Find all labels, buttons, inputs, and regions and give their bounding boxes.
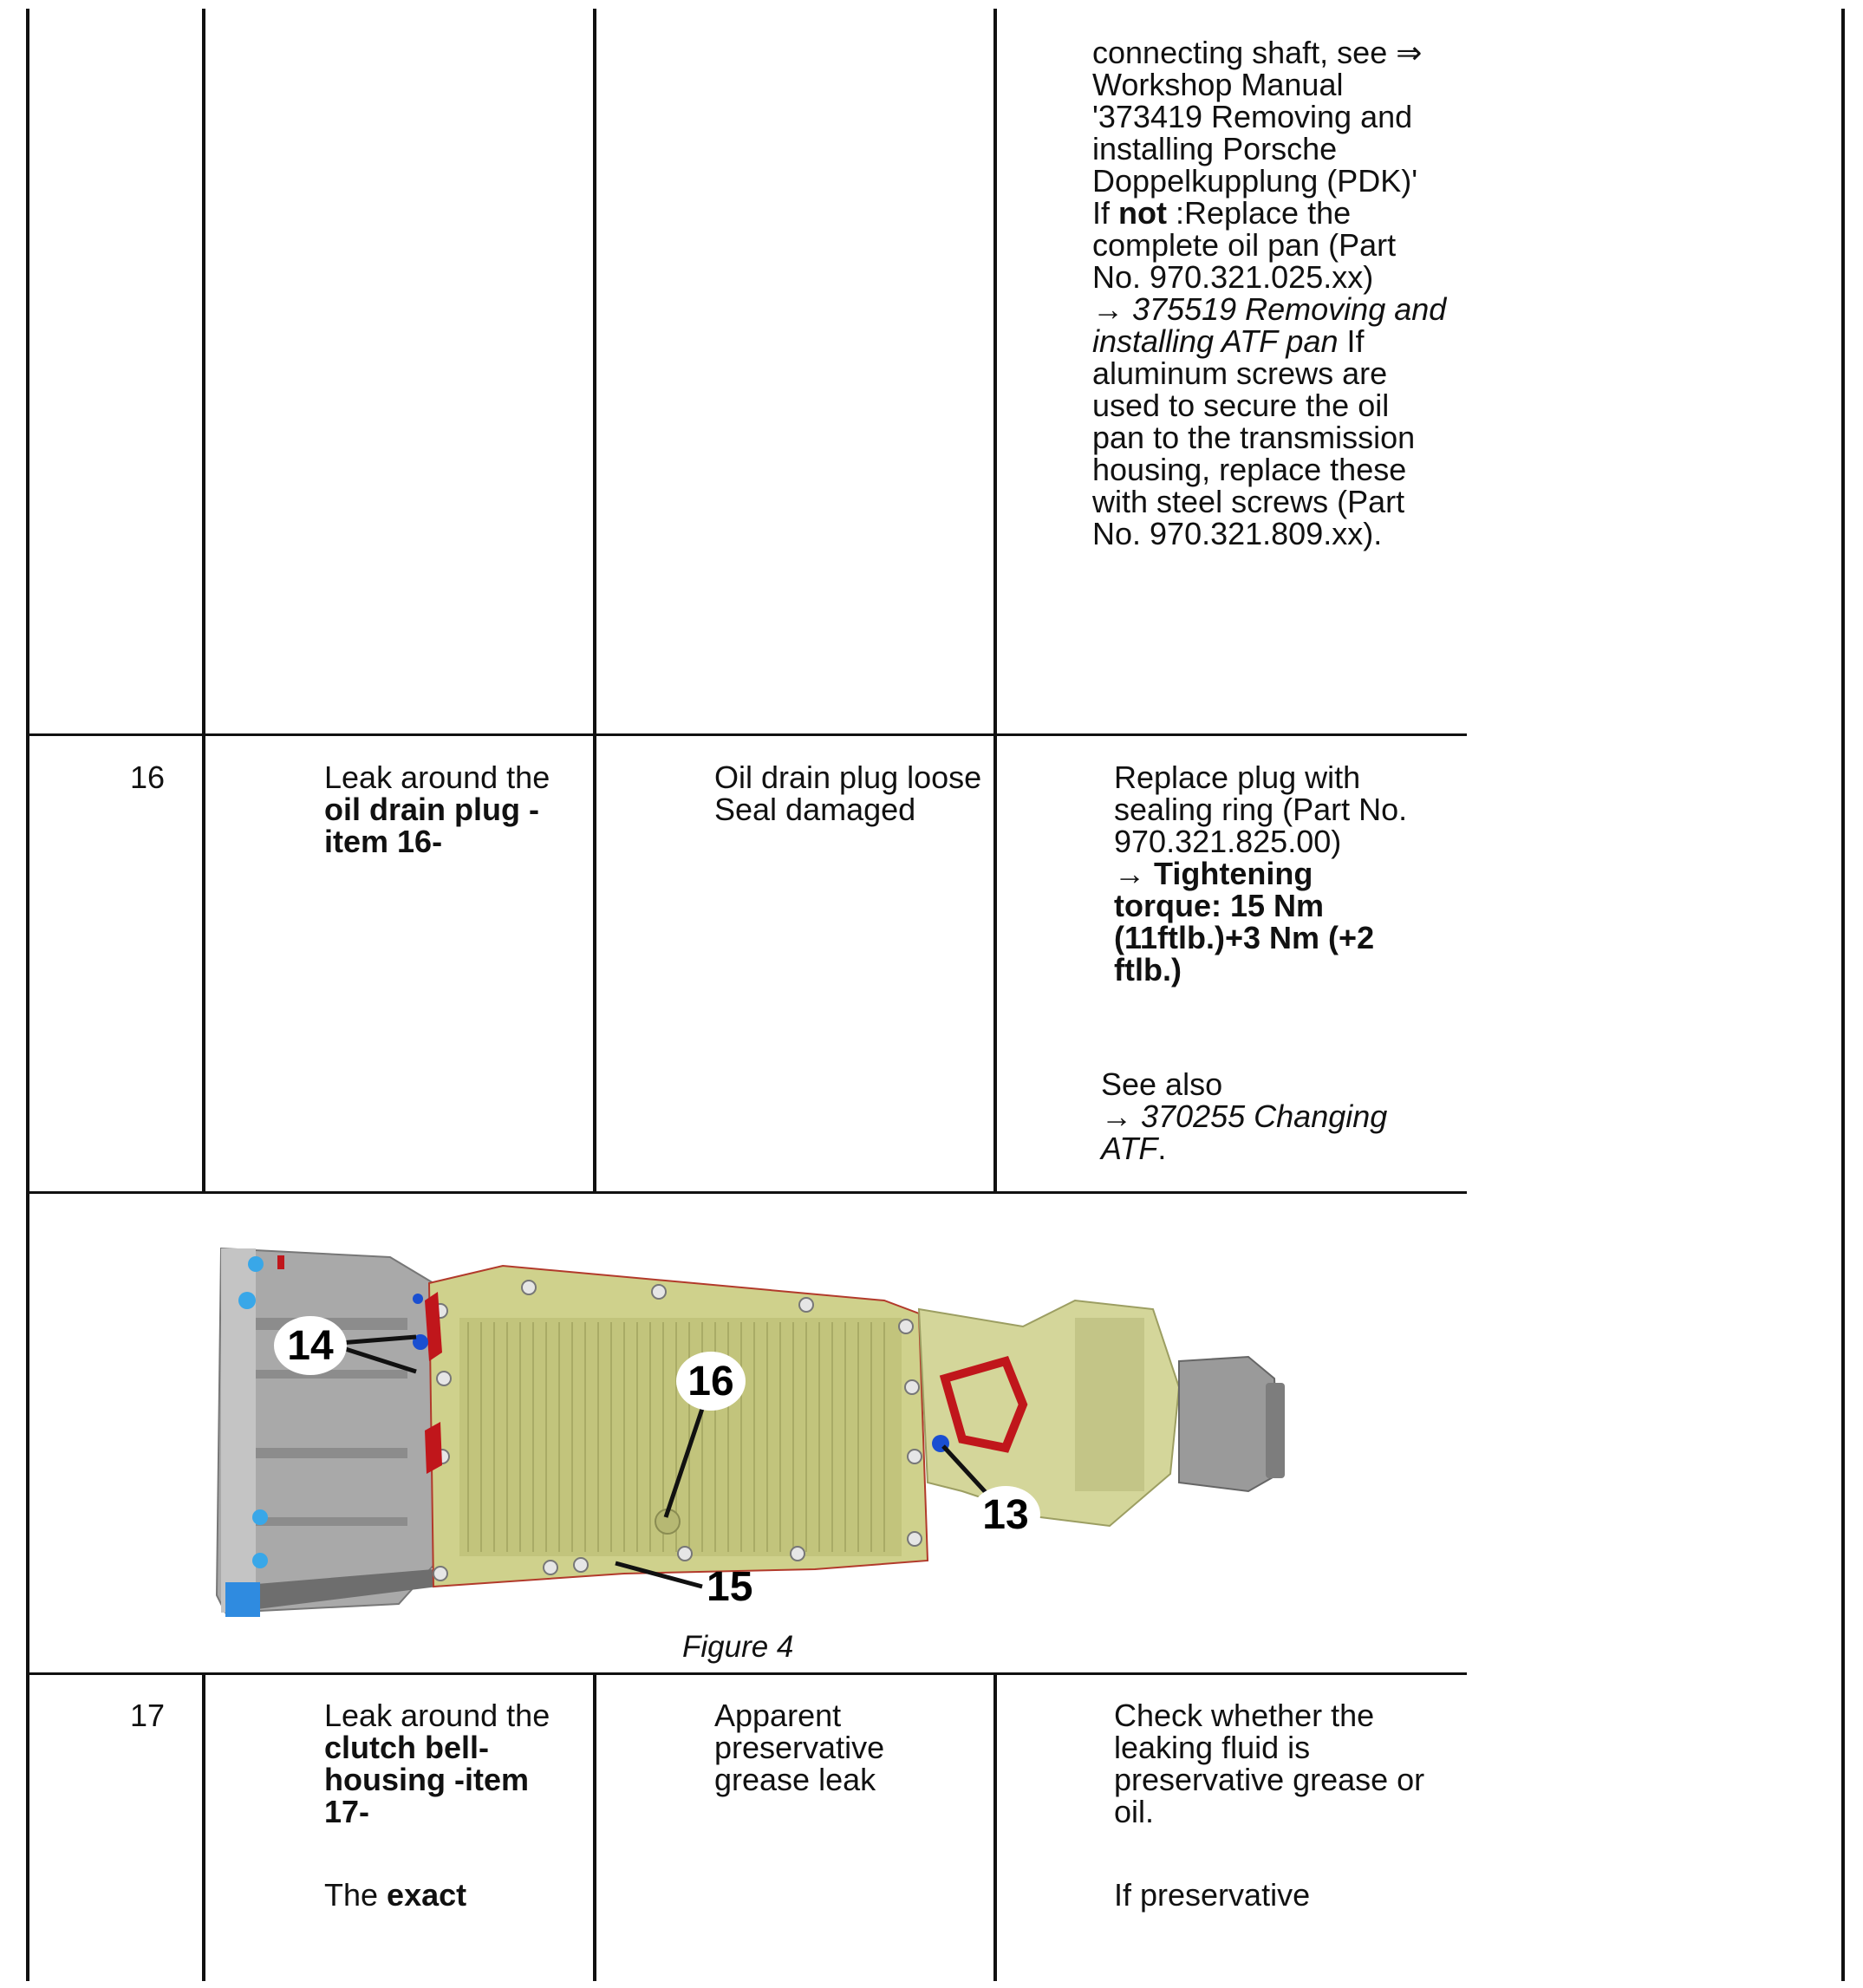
row-16-cause-2: Seal damaged (714, 792, 916, 827)
row-16-link-changing-atf[interactable]: 370255 Changing ATF (1101, 1098, 1388, 1166)
remedy-text-2: If aluminum screws are used to secure the oil pan to the transmission housing, replace these with steel screws (Part No. 970.321.809.xx). (1092, 323, 1416, 551)
row-16-location-b: oil drain plug -item 16- (324, 792, 539, 859)
row-17-location-a: Leak around the (324, 1698, 550, 1733)
row-17-location-b: clutch bell-housing -item 17- (324, 1730, 529, 1829)
remedy-if-label: If (1092, 195, 1119, 231)
table-left-border (26, 9, 29, 1981)
remedy-text-1: connecting shaft, see ⇒ Workshop Manual '373419 Removing and installing Porsche Doppelkupplung (PDK)' (1092, 35, 1423, 199)
row-16-location-a: Leak around the (324, 759, 550, 795)
transfer-case-rib (1075, 1318, 1144, 1491)
row-divider-3 (26, 1672, 1467, 1675)
row-17-number: 17 (130, 1698, 166, 1733)
row-17-location (324, 1699, 576, 1828)
table-col-divider-2 (593, 9, 596, 1194)
row-16-location (324, 761, 576, 857)
row-16-remedy-1: Replace plug with sealing ring (Part No. 970.321.825.00) (1114, 759, 1408, 859)
remedy-arrow: → (1092, 291, 1133, 327)
callout-16-label: 16 (687, 1359, 734, 1405)
page-right-border (1841, 9, 1845, 1981)
red-marker-top (277, 1255, 284, 1269)
blue-seal-14b (413, 1294, 423, 1304)
callout-14-label: 14 (287, 1323, 334, 1369)
row-17-location-c: The (324, 1877, 388, 1913)
figure-caption: Figure 4 (682, 1630, 794, 1664)
row-17-location-2 (324, 1879, 576, 1911)
blue-fitting-3 (252, 1509, 268, 1525)
blue-fitting-4 (252, 1553, 268, 1568)
row-16-see-also (1101, 1068, 1448, 1164)
table-col-divider-1b (202, 1672, 205, 1981)
blue-fitting-2 (238, 1292, 256, 1309)
callout-13-label: 13 (982, 1492, 1029, 1538)
row-divider-2 (26, 1191, 1467, 1194)
remedy-if-rest: :Replace the complete oil pan (Part No. 970.321.025.xx) (1092, 195, 1397, 295)
table-col-divider-1 (202, 9, 205, 1194)
pipe-end (225, 1582, 260, 1617)
row-16-remedy (1114, 761, 1426, 986)
row-16-cause (714, 761, 983, 825)
table-col-divider-3 (993, 9, 997, 1194)
transmission-figure (208, 1231, 1300, 1639)
row-divider-1 (26, 733, 1467, 736)
remedy-link-atf-pan[interactable]: 375519 Removing and installing ATF pan (1092, 291, 1447, 359)
row-16-see-arrow: → (1101, 1098, 1142, 1134)
table-col-divider-3b (993, 1672, 997, 1981)
row-17-location-d: exact (387, 1877, 467, 1913)
output-flange (1179, 1357, 1279, 1491)
row-16-see-also-label: See also (1101, 1066, 1223, 1102)
row-17-remedy-2: If preservative (1114, 1877, 1311, 1913)
housing-rib-3 (234, 1448, 407, 1458)
remedy-if-not: not (1118, 195, 1167, 231)
remedy-cell-continued (1092, 36, 1448, 550)
callout-15-label: 15 (707, 1564, 753, 1610)
pan-inner (459, 1318, 902, 1556)
row-17-cause: Apparent preservative grease leak (714, 1698, 885, 1797)
row-16-cause-1: Oil drain plug loose (714, 759, 982, 795)
row-17-remedy-1: Check whether the leaking fluid is preservative grease or oil. (1114, 1698, 1425, 1829)
row-16-remedy-arrow: → (1114, 856, 1155, 891)
output-flange-disc (1266, 1383, 1285, 1478)
row-16-see-end: . (1157, 1131, 1167, 1166)
row-16-number: 16 (130, 759, 166, 795)
row-16-torque: Tightening torque: 15 Nm (11ftlb.)+3 Nm (+2 ftlb.) (1114, 856, 1375, 987)
red-flange-2 (425, 1422, 442, 1474)
table-col-divider-2b (593, 1672, 596, 1981)
blue-fitting-1 (248, 1256, 264, 1272)
